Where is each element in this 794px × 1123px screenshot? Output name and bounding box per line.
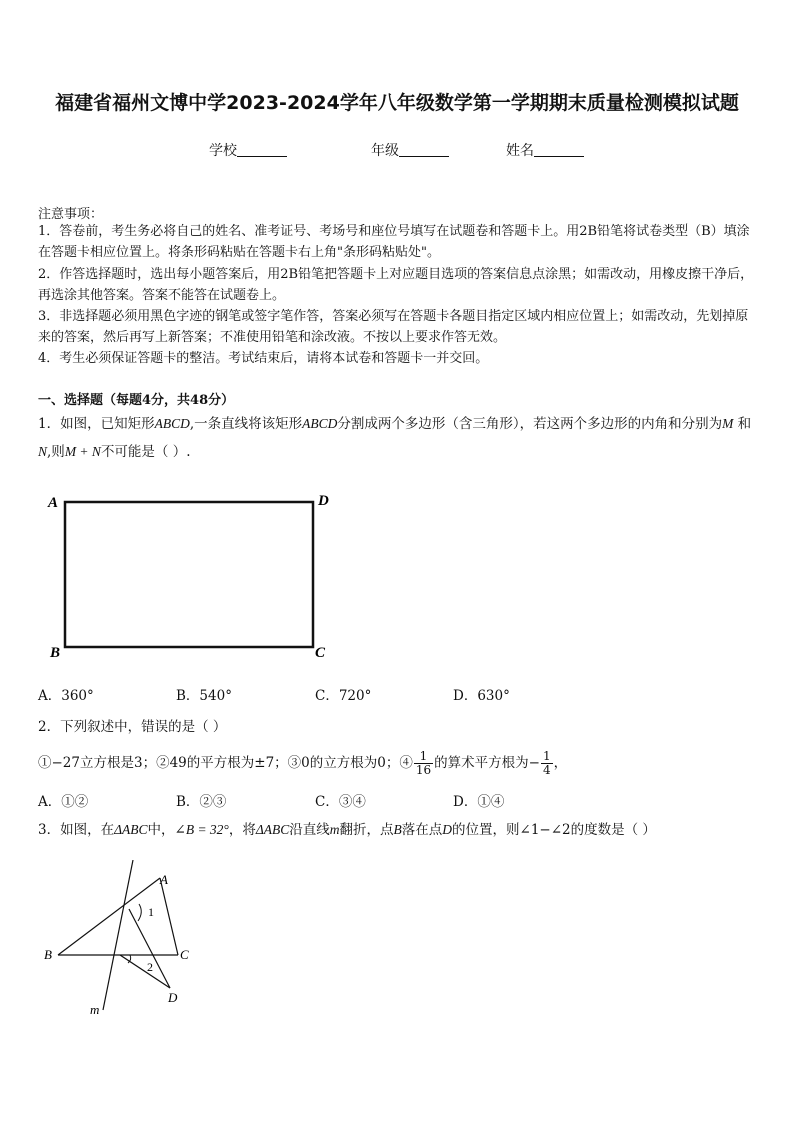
notes-heading: 注意事项： <box>38 207 104 222</box>
question-2-stem: 2．下列叙述中，错误的是（ ） <box>38 719 227 735</box>
label-m: m <box>90 1002 100 1017</box>
fraction-1-4: $\frac{1}{4}$ <box>542 749 551 777</box>
q1-option-b[interactable]: B．540° <box>176 688 232 704</box>
school-label: 学校 <box>209 143 237 159</box>
q2-option-b[interactable]: B．②③ <box>176 794 227 810</box>
q1-option-a[interactable]: A．360° <box>38 688 94 704</box>
label-a: A <box>160 872 168 887</box>
rectangle-abcd <box>65 502 313 647</box>
grade-blank[interactable] <box>399 142 449 157</box>
q2-option-c[interactable]: C．③④ <box>315 794 366 810</box>
school-field[interactable] <box>209 140 287 160</box>
label-a: A <box>48 495 59 511</box>
label-b: B <box>50 645 61 661</box>
segment-fold-top-d <box>129 909 170 988</box>
label-angle-2: 2 <box>147 960 153 974</box>
name-label: 姓名 <box>506 143 534 159</box>
school-blank[interactable] <box>237 142 287 157</box>
question-1-stem: 1．如图，已知矩形ABCD,一条直线将该矩形ABCD分割成两个多边形（含三角形），若这两个多边形的内角和分别为M 和N,则M + N不可能是（ ）. <box>38 416 752 460</box>
q1-option-c[interactable]: C．720° <box>315 688 372 704</box>
triangle-fold-figure <box>40 860 210 1020</box>
q1-option-d[interactable]: D．630° <box>453 688 510 704</box>
angle-1-arc <box>138 904 141 921</box>
segment-ac <box>160 878 178 955</box>
question-3-stem: 3．如图，在ΔABC中，∠B = 32°，将ΔABC沿直线m翻折，点B落在点D的位置，则∠1−∠2的度数是（ ） <box>38 822 656 838</box>
fold-line-m <box>103 860 133 1010</box>
q2-option-a[interactable]: A．①② <box>38 794 89 810</box>
label-c: C <box>315 645 326 661</box>
question-2-statements: ①−27立方根是3；②49的平方根为±7；③0的立方根为0；④ $\frac{1}{16}$ 的算术平方根为− $\frac{1}{4}$ ， <box>38 749 568 777</box>
grade-field[interactable] <box>371 140 449 160</box>
label-d: D <box>318 493 329 509</box>
segment-fold-bottom-d <box>120 955 170 988</box>
page-title: 福建省福州文博中学2023-2024学年八年级数学第一学期期末质量检测模拟试题 <box>55 92 739 114</box>
label-c: C <box>180 947 189 962</box>
note-item-3: 3．非选择题必须用黑色字迹的钢笔或签字笔作答，答案必须写在答题卡各题目指定区域内相应位置上；如需改动，先划掉原来的答案，然后再写上新答案；不准使用铅笔和涂改液。不按以上要求作答无效。 <box>38 309 749 345</box>
section-heading: 一、选择题（每题4分，共48分） <box>38 393 235 408</box>
note-item-2: 2．作答选择题时，选出每小题答案后，用2B铅笔把答题卡上对应题目选项的答案信息点涂黑；如需改动，用橡皮擦干净后，再选涂其他答案。答案不能答在试题卷上。 <box>38 267 754 303</box>
label-angle-1: 1 <box>148 905 154 919</box>
label-d: D <box>168 990 178 1005</box>
fraction-1-16: $\frac{1}{16}$ <box>415 749 432 777</box>
q2-option-d[interactable]: D．①④ <box>453 794 505 810</box>
rectangle-figure <box>40 485 340 665</box>
label-b: B <box>44 947 52 962</box>
note-item-4: 4．考生必须保证答题卡的整洁。考试结束后，请将本试卷和答题卡一并交回。 <box>38 351 489 366</box>
segment-ba <box>58 878 160 955</box>
name-blank[interactable] <box>534 142 584 157</box>
note-item-1: 1．答卷前，考生务必将自己的姓名、准考证号、考场号和座位号填写在试题卷和答题卡上。用2B铅笔将试卷类型（B）填涂在答题卡相应位置上。将条形码粘贴在答题卡右上角"条形码粘贴处"。 <box>38 224 750 260</box>
name-field[interactable] <box>506 140 584 160</box>
grade-label: 年级 <box>371 143 399 159</box>
